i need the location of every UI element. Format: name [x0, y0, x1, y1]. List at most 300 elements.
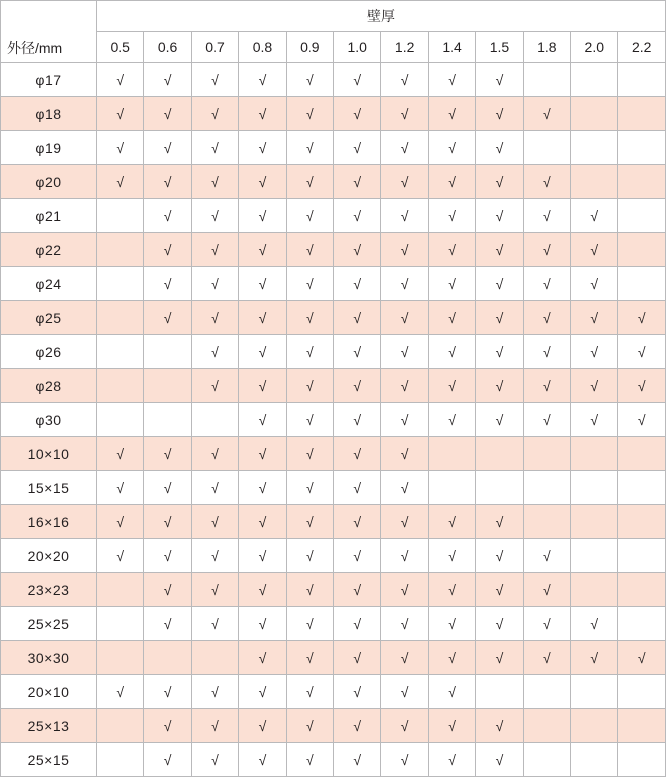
cell-available: √	[334, 471, 381, 505]
cell-available: √	[286, 301, 333, 335]
table-row	[1, 539, 666, 573]
cell-available: √	[334, 641, 381, 675]
cell-empty	[618, 199, 666, 233]
cell-available: √	[239, 233, 286, 267]
cell-available: √	[523, 199, 570, 233]
cell-available: √	[239, 267, 286, 301]
cell-available: √	[286, 437, 333, 471]
cell-available: √	[239, 437, 286, 471]
cell-available: √	[381, 675, 428, 709]
cell-available: √	[286, 607, 333, 641]
cell-empty	[618, 165, 666, 199]
cell-empty	[476, 471, 523, 505]
row-label: 16×16	[1, 505, 97, 539]
cell-empty	[523, 471, 570, 505]
cell-available: √	[428, 199, 475, 233]
header-row-thickness	[1, 32, 666, 63]
thickness-header-0.9: 0.9	[286, 32, 333, 63]
cell-empty	[571, 471, 618, 505]
cell-empty	[97, 335, 144, 369]
table-row	[1, 675, 666, 709]
cell-available: √	[144, 709, 191, 743]
cell-available: √	[428, 165, 475, 199]
cell-available: √	[144, 267, 191, 301]
cell-available: √	[476, 233, 523, 267]
thickness-header-2.0: 2.0	[571, 32, 618, 63]
cell-available: √	[191, 607, 238, 641]
cell-available: √	[239, 743, 286, 777]
cell-empty	[571, 63, 618, 97]
row-label: φ19	[1, 131, 97, 165]
cell-empty	[571, 743, 618, 777]
cell-available: √	[428, 539, 475, 573]
table-row	[1, 403, 666, 437]
cell-available: √	[239, 403, 286, 437]
row-label: 15×15	[1, 471, 97, 505]
cell-available: √	[381, 641, 428, 675]
table-row	[1, 233, 666, 267]
cell-available: √	[334, 63, 381, 97]
cell-available: √	[381, 301, 428, 335]
cell-available: √	[334, 165, 381, 199]
cell-available: √	[334, 709, 381, 743]
cell-empty	[428, 437, 475, 471]
cell-available: √	[191, 743, 238, 777]
cell-available: √	[286, 403, 333, 437]
cell-available: √	[191, 675, 238, 709]
cell-available: √	[571, 267, 618, 301]
cell-available: √	[381, 335, 428, 369]
cell-available: √	[144, 539, 191, 573]
table-row	[1, 63, 666, 97]
cell-available: √	[523, 369, 570, 403]
cell-available: √	[239, 131, 286, 165]
cell-available: √	[381, 505, 428, 539]
row-label: 25×25	[1, 607, 97, 641]
cell-available: √	[334, 199, 381, 233]
cell-available: √	[239, 199, 286, 233]
cell-available: √	[381, 369, 428, 403]
row-label: 20×20	[1, 539, 97, 573]
cell-available: √	[476, 607, 523, 641]
cell-available: √	[239, 607, 286, 641]
cell-empty	[618, 437, 666, 471]
cell-available: √	[476, 63, 523, 97]
cell-available: √	[334, 369, 381, 403]
cell-available: √	[144, 743, 191, 777]
cell-available: √	[381, 233, 428, 267]
thickness-header-1.0: 1.0	[334, 32, 381, 63]
cell-available: √	[286, 743, 333, 777]
cell-available: √	[381, 573, 428, 607]
cell-available: √	[191, 573, 238, 607]
cell-empty	[571, 437, 618, 471]
cell-available: √	[476, 709, 523, 743]
cell-available: √	[191, 233, 238, 267]
thickness-header-0.8: 0.8	[239, 32, 286, 63]
cell-available: √	[571, 301, 618, 335]
cell-empty	[97, 641, 144, 675]
table-row	[1, 131, 666, 165]
thickness-header-1.8: 1.8	[523, 32, 570, 63]
cell-empty	[571, 505, 618, 539]
cell-available: √	[191, 437, 238, 471]
cell-available: √	[618, 301, 666, 335]
table-row	[1, 199, 666, 233]
cell-available: √	[239, 335, 286, 369]
cell-available: √	[618, 335, 666, 369]
thickness-header-1.4: 1.4	[428, 32, 475, 63]
cell-available: √	[97, 675, 144, 709]
row-label: 23×23	[1, 573, 97, 607]
cell-available: √	[239, 641, 286, 675]
row-label: φ28	[1, 369, 97, 403]
cell-available: √	[381, 165, 428, 199]
cell-empty	[97, 573, 144, 607]
cell-available: √	[476, 199, 523, 233]
cell-empty	[618, 97, 666, 131]
cell-empty	[618, 743, 666, 777]
table-row	[1, 607, 666, 641]
cell-available: √	[144, 233, 191, 267]
cell-empty	[618, 573, 666, 607]
cell-available: √	[381, 539, 428, 573]
cell-available: √	[428, 607, 475, 641]
cell-available: √	[334, 675, 381, 709]
corner-header-cell	[1, 1, 97, 63]
cell-available: √	[191, 97, 238, 131]
cell-available: √	[191, 369, 238, 403]
cell-available: √	[144, 675, 191, 709]
table-row	[1, 437, 666, 471]
cell-available: √	[428, 743, 475, 777]
cell-available: √	[286, 131, 333, 165]
thickness-header-2.2: 2.2	[618, 32, 666, 63]
cell-empty	[618, 539, 666, 573]
cell-available: √	[191, 301, 238, 335]
cell-available: √	[571, 199, 618, 233]
cell-available: √	[286, 709, 333, 743]
cell-available: √	[191, 131, 238, 165]
cell-available: √	[191, 267, 238, 301]
thickness-header-1.2: 1.2	[381, 32, 428, 63]
cell-available: √	[523, 539, 570, 573]
cell-available: √	[191, 505, 238, 539]
cell-available: √	[428, 675, 475, 709]
cell-available: √	[618, 369, 666, 403]
cell-empty	[97, 709, 144, 743]
cell-available: √	[144, 573, 191, 607]
cell-empty	[97, 301, 144, 335]
cell-available: √	[144, 301, 191, 335]
cell-empty	[571, 97, 618, 131]
cell-available: √	[334, 539, 381, 573]
thickness-header-0.5: 0.5	[97, 32, 144, 63]
row-label: 30×30	[1, 641, 97, 675]
table-header	[1, 1, 666, 63]
outer-diameter-label: 外径/mm	[7, 40, 63, 56]
cell-empty	[97, 267, 144, 301]
cell-available: √	[523, 165, 570, 199]
cell-available: √	[191, 709, 238, 743]
cell-available: √	[286, 471, 333, 505]
cell-empty	[523, 709, 570, 743]
cell-available: √	[523, 301, 570, 335]
cell-empty	[191, 641, 238, 675]
cell-available: √	[334, 607, 381, 641]
cell-empty	[97, 403, 144, 437]
cell-available: √	[334, 97, 381, 131]
cell-available: √	[571, 335, 618, 369]
cell-empty	[523, 63, 570, 97]
cell-available: √	[476, 539, 523, 573]
cell-available: √	[286, 369, 333, 403]
cell-available: √	[97, 539, 144, 573]
row-label: φ17	[1, 63, 97, 97]
cell-available: √	[523, 233, 570, 267]
cell-available: √	[97, 97, 144, 131]
cell-available: √	[191, 539, 238, 573]
cell-available: √	[523, 641, 570, 675]
cell-available: √	[239, 539, 286, 573]
cell-available: √	[239, 301, 286, 335]
cell-available: √	[239, 63, 286, 97]
cell-available: √	[144, 437, 191, 471]
cell-empty	[523, 743, 570, 777]
cell-available: √	[334, 301, 381, 335]
cell-available: √	[571, 641, 618, 675]
cell-empty	[97, 199, 144, 233]
cell-available: √	[571, 403, 618, 437]
cell-empty	[428, 471, 475, 505]
cell-available: √	[144, 471, 191, 505]
cell-available: √	[191, 165, 238, 199]
cell-empty	[571, 709, 618, 743]
cell-available: √	[239, 573, 286, 607]
cell-empty	[571, 131, 618, 165]
cell-empty	[523, 131, 570, 165]
cell-empty	[476, 437, 523, 471]
cell-empty	[97, 607, 144, 641]
table-body	[1, 63, 666, 777]
cell-available: √	[428, 709, 475, 743]
cell-empty	[618, 505, 666, 539]
cell-empty	[571, 675, 618, 709]
cell-available: √	[334, 505, 381, 539]
cell-available: √	[97, 165, 144, 199]
cell-available: √	[334, 743, 381, 777]
cell-available: √	[239, 369, 286, 403]
cell-available: √	[334, 131, 381, 165]
cell-available: √	[428, 131, 475, 165]
cell-empty	[571, 573, 618, 607]
cell-available: √	[618, 641, 666, 675]
cell-available: √	[476, 267, 523, 301]
cell-empty	[571, 539, 618, 573]
cell-available: √	[144, 165, 191, 199]
cell-empty	[191, 403, 238, 437]
table-row	[1, 743, 666, 777]
cell-available: √	[286, 233, 333, 267]
cell-available: √	[428, 63, 475, 97]
cell-available: √	[381, 97, 428, 131]
cell-available: √	[428, 641, 475, 675]
cell-available: √	[428, 335, 475, 369]
cell-available: √	[239, 505, 286, 539]
cell-available: √	[428, 369, 475, 403]
cell-empty	[97, 743, 144, 777]
row-label: φ21	[1, 199, 97, 233]
thickness-header-0.7: 0.7	[191, 32, 238, 63]
cell-available: √	[618, 403, 666, 437]
cell-available: √	[191, 63, 238, 97]
row-label: φ26	[1, 335, 97, 369]
cell-available: √	[334, 233, 381, 267]
cell-empty	[144, 369, 191, 403]
table-row	[1, 301, 666, 335]
cell-empty	[523, 505, 570, 539]
cell-empty	[618, 471, 666, 505]
cell-available: √	[97, 63, 144, 97]
table-row	[1, 641, 666, 675]
cell-available: √	[144, 199, 191, 233]
table-row	[1, 505, 666, 539]
wall-thickness-group-header: 壁厚	[97, 1, 666, 32]
cell-available: √	[381, 199, 428, 233]
cell-available: √	[476, 165, 523, 199]
row-label: φ25	[1, 301, 97, 335]
row-label: 25×13	[1, 709, 97, 743]
cell-available: √	[428, 267, 475, 301]
cell-available: √	[381, 607, 428, 641]
cell-available: √	[523, 573, 570, 607]
table-row	[1, 335, 666, 369]
row-label: 10×10	[1, 437, 97, 471]
cell-empty	[97, 233, 144, 267]
cell-available: √	[144, 131, 191, 165]
row-label: 25×15	[1, 743, 97, 777]
cell-available: √	[239, 165, 286, 199]
cell-available: √	[144, 63, 191, 97]
cell-available: √	[428, 403, 475, 437]
cell-available: √	[144, 97, 191, 131]
table-row	[1, 573, 666, 607]
thickness-header-1.5: 1.5	[476, 32, 523, 63]
cell-available: √	[286, 335, 333, 369]
cell-empty	[144, 403, 191, 437]
row-label: φ20	[1, 165, 97, 199]
cell-available: √	[381, 743, 428, 777]
cell-available: √	[191, 335, 238, 369]
cell-available: √	[286, 267, 333, 301]
cell-empty	[144, 335, 191, 369]
cell-empty	[523, 675, 570, 709]
cell-empty	[618, 63, 666, 97]
cell-available: √	[334, 335, 381, 369]
cell-available: √	[381, 437, 428, 471]
cell-available: √	[286, 63, 333, 97]
cell-available: √	[381, 267, 428, 301]
cell-empty	[618, 709, 666, 743]
cell-available: √	[381, 63, 428, 97]
cell-available: √	[239, 675, 286, 709]
cell-available: √	[144, 607, 191, 641]
cell-empty	[144, 641, 191, 675]
cell-available: √	[144, 505, 191, 539]
cell-available: √	[97, 471, 144, 505]
row-label: φ30	[1, 403, 97, 437]
cell-available: √	[239, 709, 286, 743]
row-label: φ18	[1, 97, 97, 131]
cell-available: √	[523, 403, 570, 437]
cell-available: √	[286, 539, 333, 573]
cell-available: √	[523, 607, 570, 641]
cell-empty	[618, 267, 666, 301]
header-row-group	[1, 1, 666, 32]
row-label: 20×10	[1, 675, 97, 709]
cell-available: √	[523, 267, 570, 301]
cell-empty	[618, 607, 666, 641]
cell-empty	[97, 369, 144, 403]
cell-available: √	[239, 471, 286, 505]
cell-available: √	[286, 641, 333, 675]
table-row	[1, 97, 666, 131]
cell-available: √	[286, 505, 333, 539]
cell-available: √	[571, 607, 618, 641]
cell-available: √	[191, 471, 238, 505]
cell-available: √	[428, 97, 475, 131]
cell-available: √	[476, 335, 523, 369]
cell-available: √	[571, 369, 618, 403]
cell-empty	[476, 675, 523, 709]
thickness-header-0.6: 0.6	[144, 32, 191, 63]
cell-available: √	[476, 743, 523, 777]
cell-available: √	[428, 301, 475, 335]
cell-available: √	[428, 573, 475, 607]
cell-available: √	[97, 505, 144, 539]
cell-available: √	[286, 97, 333, 131]
table-row	[1, 165, 666, 199]
cell-available: √	[239, 97, 286, 131]
cell-available: √	[476, 573, 523, 607]
cell-available: √	[476, 369, 523, 403]
cell-available: √	[428, 505, 475, 539]
cell-available: √	[334, 437, 381, 471]
cell-available: √	[476, 301, 523, 335]
cell-available: √	[523, 97, 570, 131]
cell-available: √	[97, 131, 144, 165]
cell-empty	[618, 131, 666, 165]
cell-available: √	[97, 437, 144, 471]
table-row	[1, 267, 666, 301]
cell-empty	[571, 165, 618, 199]
cell-available: √	[191, 199, 238, 233]
table-row	[1, 709, 666, 743]
cell-available: √	[381, 471, 428, 505]
cell-available: √	[334, 403, 381, 437]
cell-available: √	[381, 403, 428, 437]
cell-available: √	[476, 403, 523, 437]
cell-available: √	[286, 573, 333, 607]
cell-available: √	[428, 233, 475, 267]
cell-available: √	[476, 97, 523, 131]
table-row	[1, 471, 666, 505]
cell-available: √	[334, 573, 381, 607]
cell-available: √	[286, 199, 333, 233]
row-label: φ24	[1, 267, 97, 301]
cell-available: √	[476, 641, 523, 675]
cell-available: √	[523, 335, 570, 369]
